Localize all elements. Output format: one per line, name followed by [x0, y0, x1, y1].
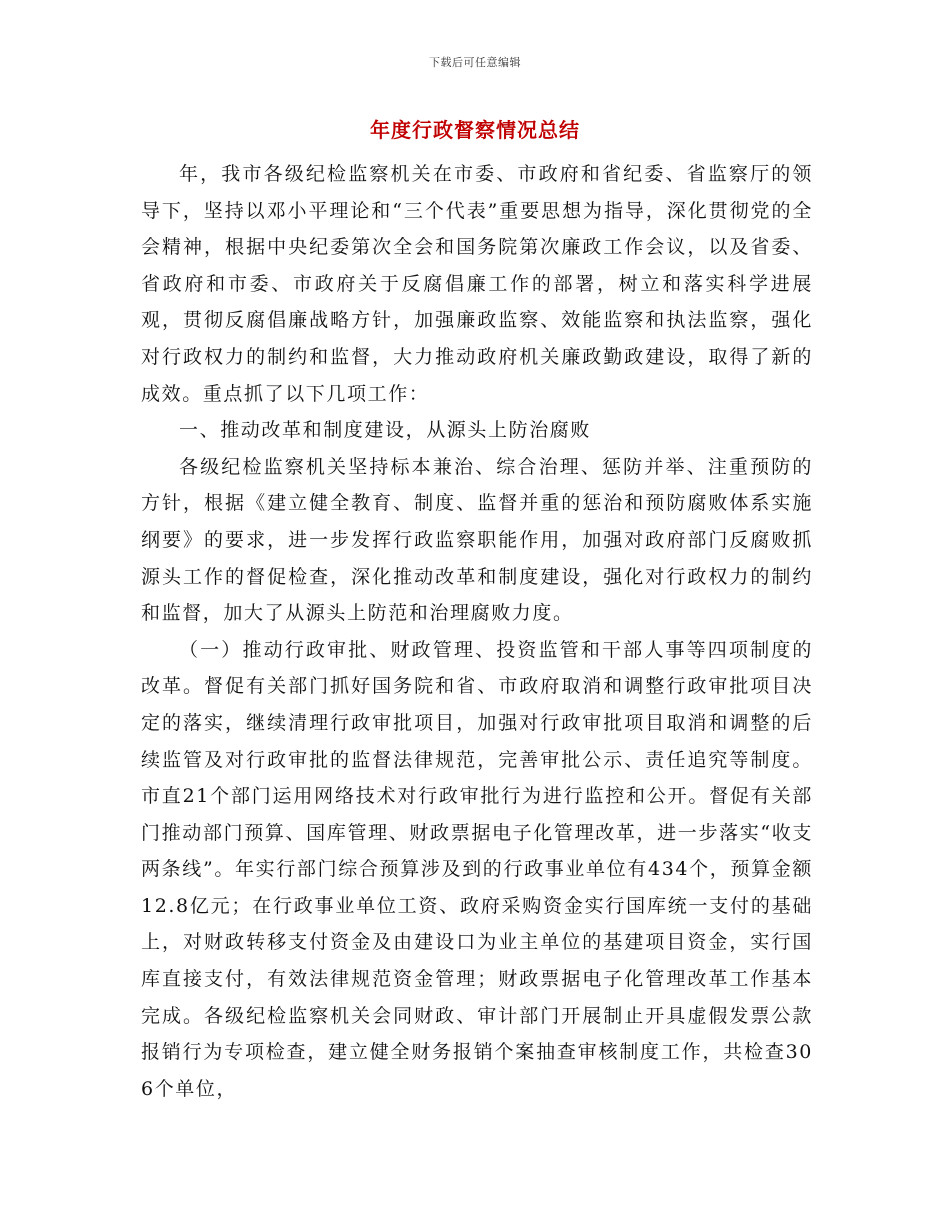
- paragraph-intro: 年，我市各级纪检监察机关在市委、市政府和省纪委、省监察厅的领导下，坚持以邓小平理论和“三个代表”重要思想为指导，深化贯彻党的全会精神，根据中央纪委第次全会和国务院第次廉政工作会议，以及省委、省政府和市委、市政府关于反腐倡廉工作的部署，树立和落实科学进展观，贯彻反腐倡廉战略方针，加强廉政监察、效能监察和执法监察，强化对行政权力的制约和监督，大力推动政府机关廉政勤政建设，取得了新的成效。重点抓了以下几项工作：: [141, 163, 813, 405]
- section-heading-1: 一、推动改革和制度建设，从源头上防治腐败: [179, 419, 592, 442]
- document-title: 年度行政督察情况总结: [370, 118, 580, 142]
- paragraph-section-1: 各级纪检监察机关坚持标本兼治、综合治理、惩防并举、注重预防的方针，根据《建立健全教育、制度、监督并重的惩治和预防腐败体系实施纲要》的要求，进一步发挥行政监察职能作用，加强对政府部门反腐败抓源头工作的督促检查，深化推动改革和制度建设，强化对行政权力的制约和监督，加大了从源头上防范和治理腐败力度。: [141, 455, 813, 625]
- header-note: 下载后可任意编辑: [429, 56, 521, 69]
- document-body: [141, 156, 813, 1107]
- paragraph-subsection-1: （一）推动行政审批、财政管理、投资监管和干部人事等四项制度的改革。督促有关部门抓好国务院和省、市政府取消和调整行政审批项目决定的落实，继续清理行政审批项目，加强对行政审批项目取消和调整的后续监管及对行政审批的监督法律规范，完善审批公示、责任追究等制度。市直21个部门运用网络技术对行政审批行为进行监控和公开。督促有关部门推动部门预算、国库管理、财政票据电子化管理改革，进一步落实“收支两条线”。年实行部门综合预算涉及到的行政事业单位有434个，预算金额12.8亿元；在行政事业单位工资、政府采购资金实行国库统一支付的基础上，对财政转移支付资金及由建设口为业主单位的基建项目资金，实行国库直接支付，有效法律规范资金管理；财政票据电子化管理改革工作基本完成。各级纪检监察机关会同财政、审计部门开展制止开具虚假发票公款报销行为专项检查，建立健全财务报销个案抽查审核制度工作，共检查306个单位，: [141, 638, 813, 1100]
